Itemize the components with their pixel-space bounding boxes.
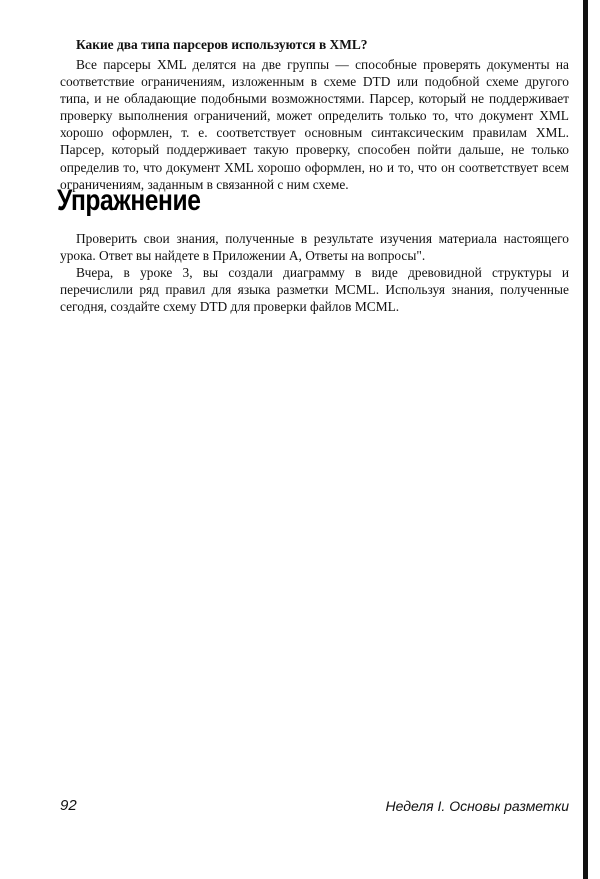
page-number: 92 — [60, 797, 77, 814]
section-heading: Упражнение — [57, 184, 201, 217]
page-edge-rule — [583, 0, 588, 879]
exercise-paragraph-2: Вчера, в уроке 3, вы создали диаграмму в виде древовидной структуры и перечислили ряд правил для языка разметки MCML. Используя знания, полученные сегодня, создайте схему DTD для проверки файлов MCML. — [60, 265, 569, 315]
review-question: Какие два типа парсеров используются в XML? — [76, 37, 368, 52]
running-footer-title: Неделя I. Основы разметки — [385, 798, 569, 814]
exercise-paragraph-1: Проверить свои знания, полученные в результате изучения материала настоящего урока. Ответ вы найдете в Приложении А, Ответы на вопросы". — [60, 231, 569, 264]
answer-paragraph: Все парсеры XML делятся на две группы — способные проверять документы на соответствие ограничениям, изложенным в схеме DTD или подобной схеме другого типа, и не обладающие подобными возможностями. Парсер, который не поддерживает проверку выполнения ограничений, может определить только то, что документ XML хорошо оформлен, т. е. соответствует основным синтаксическим правилам XML. Парсер, который поддерживает такую проверку, способен пойти дальше, не только определив то, что документ XML хорошо оформлен, но и то, что он соответствует всем ограничениям, заданным в связанной с ним схеме. — [60, 57, 569, 192]
